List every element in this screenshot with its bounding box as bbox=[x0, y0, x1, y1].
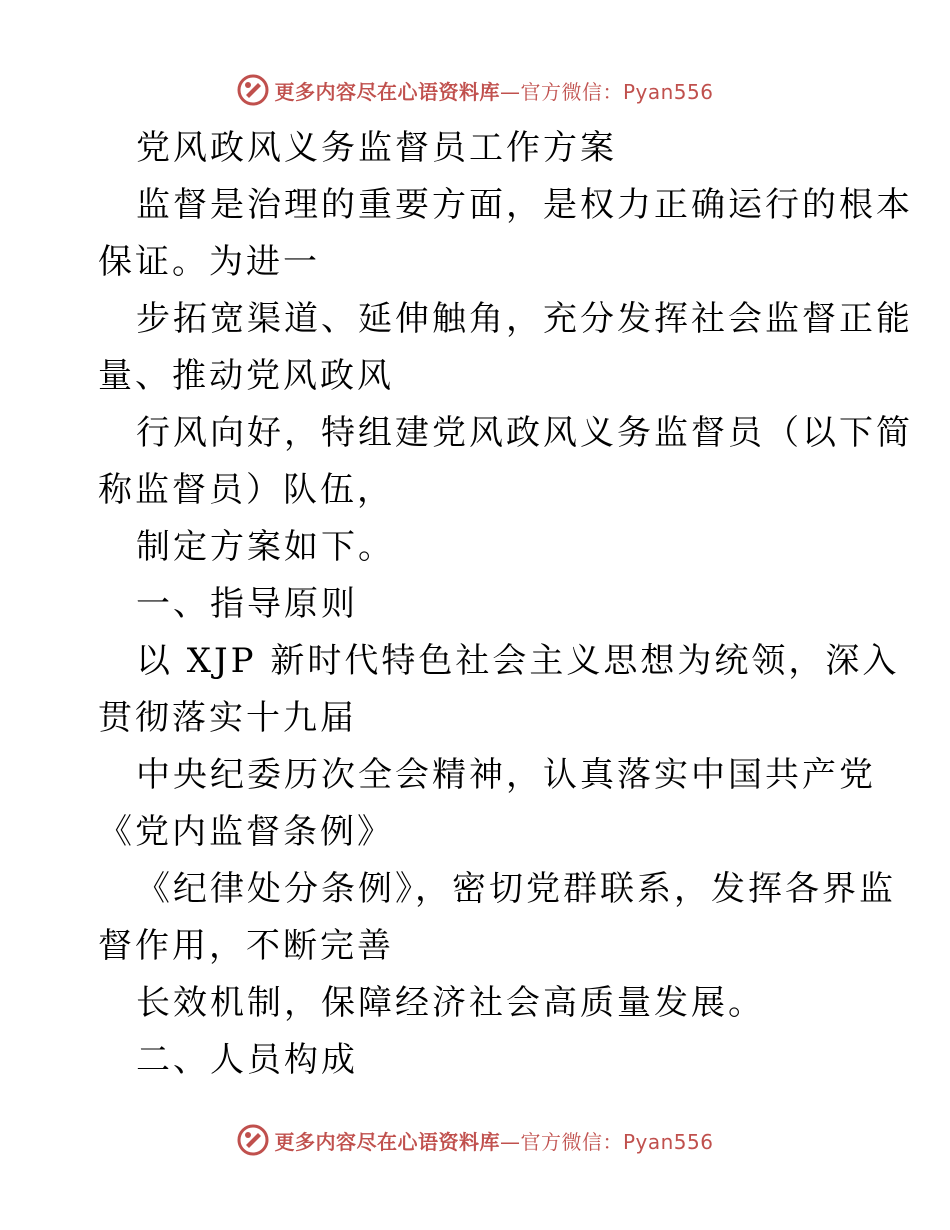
doc-line: 步拓宽渠道、延伸触角，充分发挥社会监督正能 bbox=[136, 299, 913, 339]
brand-logo-icon bbox=[236, 73, 270, 107]
watermark-separator: — bbox=[499, 79, 521, 104]
doc-line: 中央纪委历次全会精神，认真落实中国共产党 bbox=[136, 755, 876, 795]
watermark-footer bbox=[0, 1120, 950, 1160]
doc-line: 长效机制，保障经济社会高质量发展。 bbox=[136, 983, 765, 1023]
watermark-text: 更多内容尽在心语资料库 bbox=[274, 1129, 500, 1154]
section-heading: 一、指导原则 bbox=[136, 584, 358, 624]
document-body bbox=[98, 120, 913, 1089]
brand-logo-icon bbox=[236, 1123, 270, 1157]
doc-line: 称监督员）队伍， bbox=[98, 470, 394, 510]
doc-line: 《纪律处分条例》，密切党群联系，发挥各界监 bbox=[136, 869, 896, 909]
doc-line: 量、推动党风政风 bbox=[98, 356, 394, 396]
doc-line: 《党内监督条例》 bbox=[98, 812, 394, 852]
doc-line: 监督是治理的重要方面，是权力正确运行的根本 bbox=[136, 185, 913, 225]
doc-line: 保证。为进一 bbox=[98, 242, 320, 282]
doc-line: 贯彻落实十九届 bbox=[98, 698, 357, 738]
doc-title: 党风政风义务监督员工作方案 bbox=[136, 128, 617, 168]
watermark-header bbox=[0, 70, 950, 110]
watermark-text: 更多内容尽在心语资料库 bbox=[274, 79, 500, 104]
doc-line: 制定方案如下。 bbox=[136, 527, 395, 567]
watermark-contact: 官方微信：Pyan556 bbox=[520, 79, 714, 104]
doc-line: 督作用，不断完善 bbox=[98, 926, 394, 966]
watermark-contact: 官方微信：Pyan556 bbox=[520, 1129, 714, 1154]
doc-line: 行风向好，特组建党风政风义务监督员（以下简 bbox=[136, 413, 913, 453]
section-heading: 二、人员构成 bbox=[136, 1040, 358, 1080]
watermark-separator: — bbox=[499, 1129, 521, 1154]
doc-line: 以 XJP 新时代特色社会主义思想为统领，深入 bbox=[136, 641, 900, 681]
